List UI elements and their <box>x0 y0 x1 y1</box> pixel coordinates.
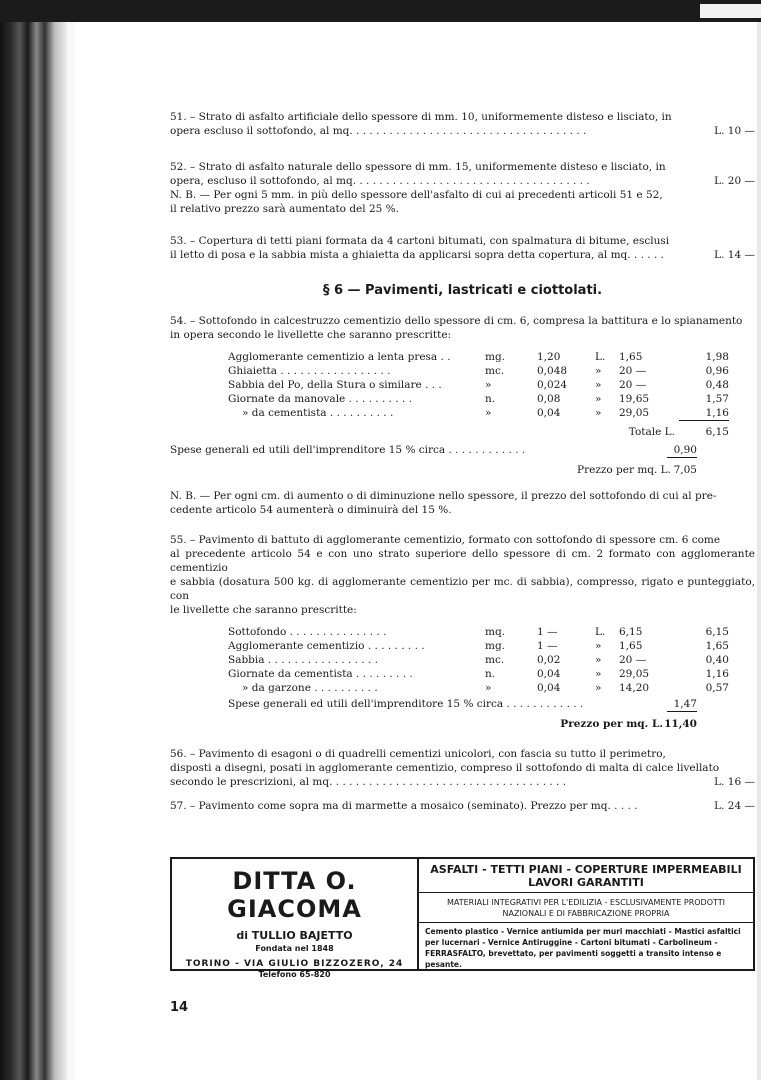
item-52-note: N. B. — Per ogni 5 mm. in più dello spessore dell'asfalto di cui ai precedenti articoli 51 e 52, <box>170 189 663 201</box>
table-row: Ghiaietta . . . . . . . . . . . . . . . . . mc. 0,048 » 20 — 0,96 <box>228 365 729 377</box>
item-54-line-2: in opera secondo le livellette che saranno prescritte: <box>170 329 452 341</box>
item-54-note: N. B. — Per ogni cm. di aumento o di diminuzione nello spessore, il prezzo del sottofondo di cui al pre- cedente articolo 54 aumenterà o diminuirà del 15 %. <box>170 490 717 516</box>
item-52-line-2: opera, escluso il sottofondo, al mq. . . . . . . . . . . . . . . . . . . . . . . . . . . . . . . . . . . . <box>170 175 590 187</box>
ad-subtitle: MATERIALI INTEGRATIVI PER L'EDILIZIA - ESCLUSIVAMENTE PRODOTTI NAZIONALI E DI FABBRICAZIONE PROPRIA <box>446 898 725 918</box>
ad-owner: di TULLIO BAJETTO <box>236 929 353 942</box>
ad-company-block <box>172 859 419 979</box>
item-51 <box>170 110 755 138</box>
item-52 <box>170 160 755 216</box>
item-51-line-1: 51. – Strato di asfalto artificiale dello spessore di mm. 10, uniformemente disteso e lisciato, in <box>170 111 672 123</box>
item-53-price: L. 14 — <box>714 249 755 261</box>
table-row: Agglomerante cementizio a lenta presa . . mg. 1,20 L. 1,65 1,98 <box>228 351 729 363</box>
item-52-note-2: il relativo prezzo sarà aumentato del 25 %. <box>170 203 399 215</box>
item-52-price: L. 20 — <box>714 175 755 187</box>
item-54-spese: Spese generali ed utili dell'imprenditore 15 % circa . . . . . . . . . . . . 0,90 <box>170 444 697 456</box>
item-55-cost-table <box>228 625 729 695</box>
section-heading: § 6 — Pavimenti, lastricati e ciottolati. <box>322 283 603 298</box>
ad-products-block <box>419 859 753 969</box>
total-row: Totale L. 6,15 <box>628 425 729 438</box>
item-51-line-2: opera escluso il sottofondo, al mq. . . . . . . . . . . . . . . . . . . . . . . . . . . . . . . . . . . . <box>170 125 587 137</box>
ad-divider <box>419 892 753 893</box>
table-row: » da garzone . . . . . . . . . . » 0,04 » 14,20 0,57 <box>242 682 729 694</box>
item-54-line-1: 54. – Sottofondo in calcestruzzo cementizio dello spessore di cm. 6, compresa la battitura e lo spianamento <box>170 315 743 327</box>
item-56: 56. – Pavimento di esagoni o di quadrelli cementizi unicolori, con fascia su tutto il perimetro, disposti a disegni, posati in agglomerante cementizio, compreso il sottofondo di malta di calce livellato secondo le prescrizioni, al mq. . . . . . . . . . . . . . . . . . . . . . . . . . . . . . . . . . . . L. 16 — <box>170 748 755 788</box>
item-55-spese: Spese generali ed utili dell'imprenditore 15 % circa . . . . . . . . . . . . 1,47 <box>228 698 697 710</box>
page-right-edge <box>757 22 761 1080</box>
page-number: 14 <box>170 1000 189 1015</box>
advertisement-banner <box>170 857 755 979</box>
table-row: Giornate da manovale . . . . . . . . . . n. 0,08 » 19,65 1,57 <box>228 393 729 405</box>
ad-product-list: Cemento plastico - Vernice antiumida per muri macchiati - Mastici asfaltici per lucernari - Vernice Antiruggine - Cartoni bitumati - Carbolineum - FERRASFALTO, brevettato, per pavimenti soggetti a transito intenso e pesante. <box>425 927 741 969</box>
item-54 <box>170 314 755 342</box>
table-row: Agglomerante cementizio . . . . . . . . . mg. 1 — » 1,65 1,65 <box>228 640 729 652</box>
ad-title: ASFALTI - TETTI PIANI - COPERTURE IMPERMEABILI LAVORI GARANTITI <box>430 863 742 889</box>
item-54-prezzo: Prezzo per mq. L. 7,05 <box>577 464 697 476</box>
ad-company-name: DITTA O. GIACOMA <box>227 867 362 923</box>
table-row: Sabbia . . . . . . . . . . . . . . . . . mc. 0,02 » 20 — 0,40 <box>228 654 729 666</box>
item-54-cost-table <box>228 350 729 439</box>
ad-address: TORINO - VIA GIULIO BIZZOZERO, 24 <box>185 959 404 969</box>
item-53-line-2: il letto di posa e la sabbia mista a ghiaietta da applicarsi sopra detta copertura, al mq. . . . . . <box>170 249 664 261</box>
table-row: Sabbia del Po, della Stura o similare . . . » 0,024 » 20 — 0,48 <box>228 379 729 391</box>
table-row: » da cementista . . . . . . . . . . » 0,04 » 29,05 1,16 <box>242 407 729 419</box>
ad-founded: Fondata nel 1848 <box>255 944 334 953</box>
item-57: 57. – Pavimento come sopra ma di marmette a mosaico (seminato). Prezzo per mq. . . . . L. 24 — <box>170 800 755 812</box>
item-55: 55. – Pavimento di battuto di agglomerante cementizio, formato con sottofondo di spessore cm. 6 come al precedente articolo 54 e con uno strato superiore dello spessore di cm. 2 formato con agglomerante cementizio e sabbia (dosatura 500 kg. di agglomerante cementizio per mc. di sabbia), compresso, rigato e punteggiato, con le livellette che saranno prescritte: <box>170 534 755 616</box>
price-list-body <box>170 110 755 813</box>
item-52-line-1: 52. – Strato di asfalto naturale dello spessore di mm. 15, uniformemente disteso e lisciato, in <box>170 161 666 173</box>
item-57-price: L. 24 — <box>714 800 755 812</box>
table-row: Sottofondo . . . . . . . . . . . . . . . mq. 1 — L. 6,15 6,15 <box>228 626 729 638</box>
ad-phone: Telefono 65-820 <box>258 970 331 979</box>
scan-top-gap <box>700 4 761 18</box>
item-55-prezzo: Prezzo per mq. L. 11,40 <box>560 718 697 730</box>
item-53-line-1: 53. – Copertura di tetti piani formata da 4 cartoni bitumati, con spalmatura di bitume, esclusi <box>170 235 670 247</box>
table-row: Giornate da cementista . . . . . . . . . n. 0,04 » 29,05 1,16 <box>228 668 729 680</box>
item-53 <box>170 234 755 262</box>
book-spine-shadow <box>0 22 70 1080</box>
book-spine-fade <box>70 22 78 1080</box>
scan-top-border <box>0 0 761 22</box>
item-51-price: L. 10 — <box>714 125 755 137</box>
ad-divider <box>419 922 753 923</box>
item-56-price: L. 16 — <box>714 776 755 788</box>
